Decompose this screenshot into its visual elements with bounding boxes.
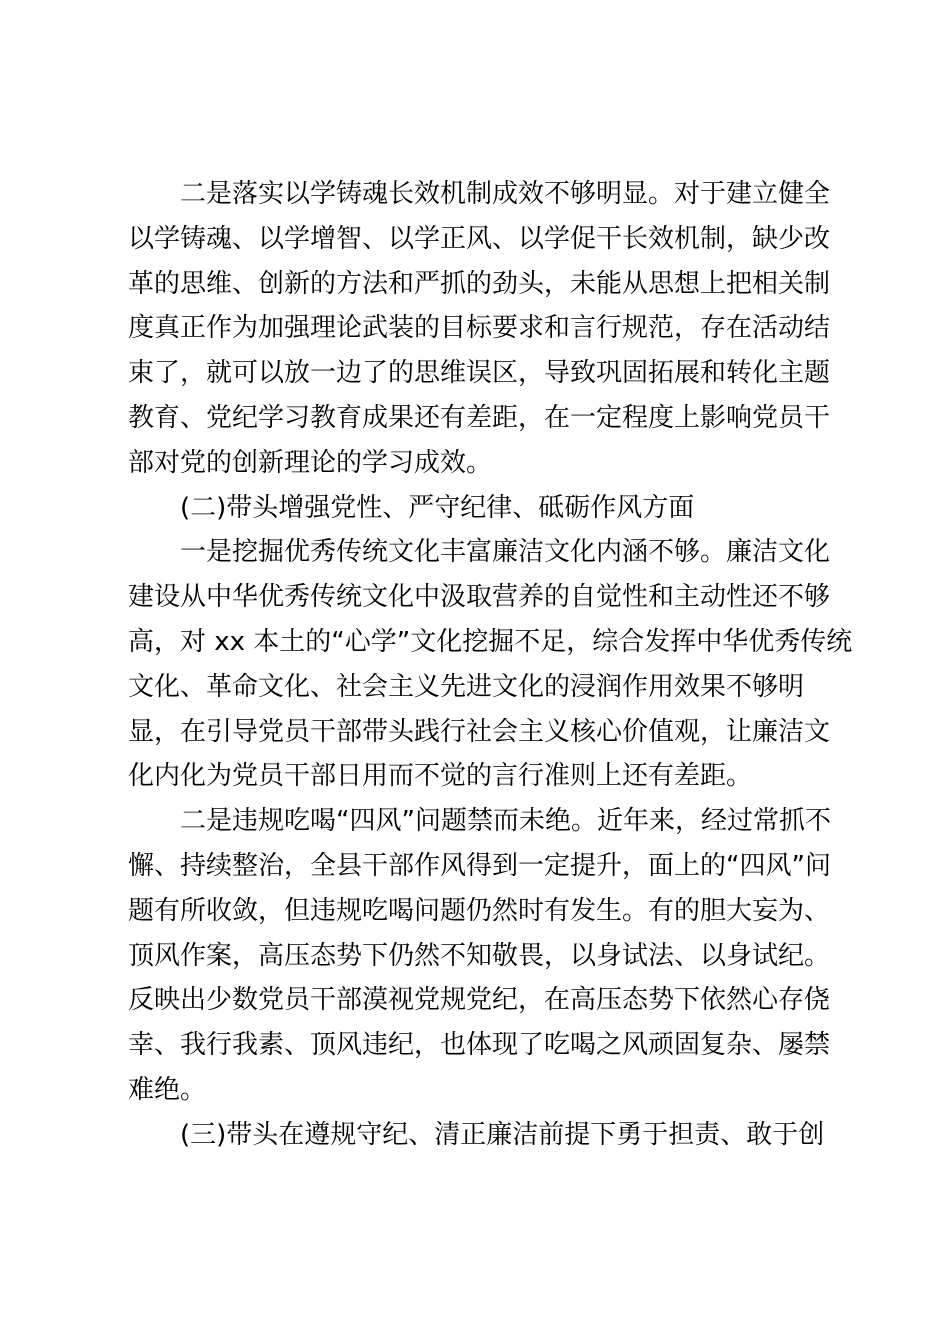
text-line: 顶风作案，高压态势下仍然不知敬畏，以身试法、以身试纪。	[128, 940, 831, 971]
text-line: 部对党的创新理论的学习成效。	[128, 447, 493, 478]
text-line: 题有所收敛，但违规吃喝问题仍然时有发生。有的胆大妄为、	[128, 895, 831, 926]
text-line: 幸、我行我素、顶风违纪，也体现了吃喝之风顽固复杂、屡禁	[128, 1030, 831, 1061]
text-line: 二是落实以学铸魂长效机制成效不够明显。对于建立健全	[180, 179, 831, 209]
text-line: 一是挖掘优秀传统文化丰富廉洁文化内涵不够。廉洁文化	[180, 537, 831, 568]
text-line: 显，在引导党员干部带头践行社会主义核心价值观，让廉洁文	[128, 716, 831, 747]
text-line: 高，对 xx 本土的“心学”文化挖掘不足，综合发挥中华优秀传统	[128, 626, 853, 657]
text-line: 文化、革命文化、社会主义先进文化的浸润作用效果不够明	[128, 671, 805, 702]
section-heading: (二)带头增强党性、严守纪律、砥砺作风方面	[180, 492, 695, 523]
text-line: 以学铸魂、以学增智、以学正风、以学促干长效机制，缺少改	[128, 223, 831, 254]
text-line: 反映出少数党员干部漠视党规党纪，在高压态势下依然心存侥	[128, 985, 831, 1016]
text-line: 革的思维、创新的方法和严抓的劲头，未能从思想上把相关制	[128, 268, 831, 299]
text-line: 教育、党纪学习教育成果还有差距，在一定程度上影响党员干	[128, 402, 831, 433]
section-heading: (三)带头在遵规守纪、清正廉洁前提下勇于担责、敢于创	[180, 1119, 825, 1150]
text-line: 难绝。	[128, 1074, 207, 1105]
text-line: 束了，就可以放一边了的思维误区，导致巩固拓展和转化主题	[128, 358, 831, 389]
document-body	[128, 172, 853, 1158]
text-line: 化内化为党员干部日用而不觉的言行准则上还有差距。	[128, 761, 753, 792]
text-line: 懈、持续整治，全县干部作风得到一定提升，面上的“四风”问	[128, 850, 831, 881]
text-line: 建设从中华优秀传统文化中汲取营养的自觉性和主动性还不够	[128, 582, 831, 613]
text-line: 二是违规吃喝“四风”问题禁而未绝。近年来，经过常抓不	[180, 806, 831, 837]
text-line: 度真正作为加强理论武装的目标要求和言行规范，存在活动结	[128, 313, 831, 344]
